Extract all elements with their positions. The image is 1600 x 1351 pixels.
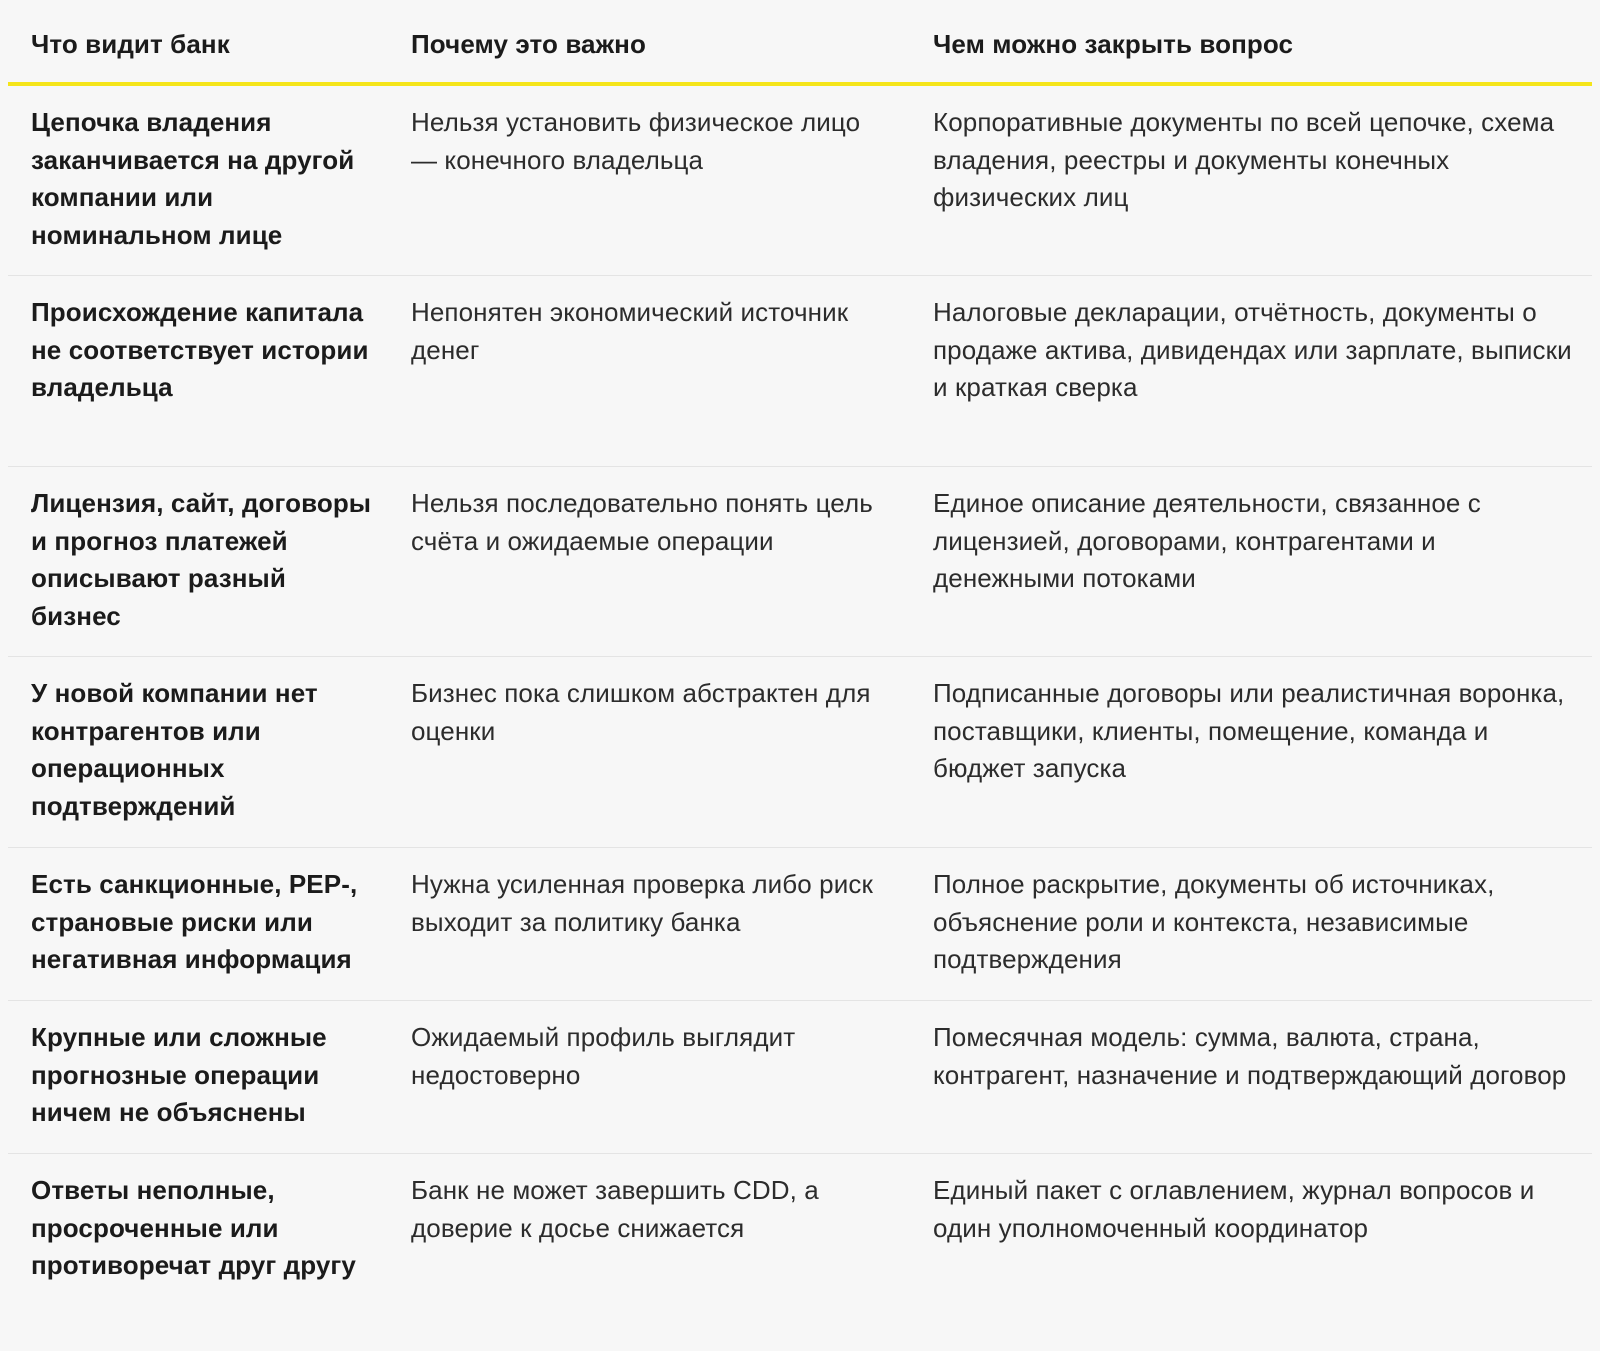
- row-divider: [8, 275, 1592, 276]
- reason-cell: Нужна усиленная проверка либо риск выходит за политику банка: [411, 869, 873, 937]
- reason-cell: Банк не может завершить CDD, а доверие к досье снижается: [411, 1175, 819, 1243]
- solution-cell: Подписанные договоры или реалистичная воронка, поставщики, клиенты, помещение, команда и бюджет запуска: [933, 678, 1565, 783]
- row-divider: [8, 1153, 1592, 1154]
- row-divider: [8, 656, 1592, 657]
- issue-cell: Цепочка владения заканчивается на другой компании или номинальном лице: [31, 107, 355, 250]
- issue-cell: У новой компании нет контрагентов или операционных подтверждений: [31, 678, 318, 821]
- issue-cell: Ответы неполные, просроченные или противоречат друг другу: [31, 1175, 356, 1280]
- solution-cell: Единое описание деятельности, связанное с лицензией, договорами, контрагентами и денежными потоками: [933, 488, 1481, 593]
- solution-cell: Корпоративные документы по всей цепочке, схема владения, реестры и документы конечных физических лиц: [933, 107, 1555, 212]
- solution-cell: Налоговые декларации, отчётность, документы о продаже актива, дивидендах или зарплате, выписки и краткая сверка: [933, 297, 1572, 402]
- header-col-why-important: Почему это важно: [411, 29, 646, 59]
- row-divider: [8, 847, 1592, 848]
- reason-cell: Нельзя последовательно понять цель счёта и ожидаемые операции: [411, 488, 873, 556]
- issue-cell: Происхождение капитала не соответствует истории владельца: [31, 297, 369, 402]
- reason-cell: Непонятен экономический источник денег: [411, 297, 849, 365]
- reason-cell: Бизнес пока слишком абстрактен для оценки: [411, 678, 871, 746]
- header-col-how-to-resolve: Чем можно закрыть вопрос: [933, 29, 1294, 59]
- issue-cell: Крупные или сложные прогнозные операции ничем не объяснены: [31, 1022, 327, 1127]
- solution-cell: Полное раскрытие, документы об источниках, объяснение роли и контекста, независимые подтверждения: [933, 869, 1495, 974]
- header-accent-line: [8, 82, 1592, 86]
- issue-cell: Есть санкционные, PEP-, страновые риски или негативная информация: [31, 869, 358, 974]
- row-divider: [8, 1000, 1592, 1001]
- issue-cell: Лицензия, сайт, договоры и прогноз платежей описывают разный бизнес: [31, 488, 372, 631]
- solution-cell: Единый пакет с оглавлением, журнал вопросов и один уполномоченный координатор: [933, 1175, 1535, 1243]
- solution-cell: Помесячная модель: сумма, валюта, страна, контрагент, назначение и подтверждающий договор: [933, 1022, 1567, 1090]
- reason-cell: Нельзя установить физическое лицо — конечного владельца: [411, 107, 861, 175]
- reason-cell: Ожидаемый профиль выглядит недостоверно: [411, 1022, 796, 1090]
- header-col-what-bank-sees: Что видит банк: [31, 29, 230, 59]
- row-divider: [8, 466, 1592, 467]
